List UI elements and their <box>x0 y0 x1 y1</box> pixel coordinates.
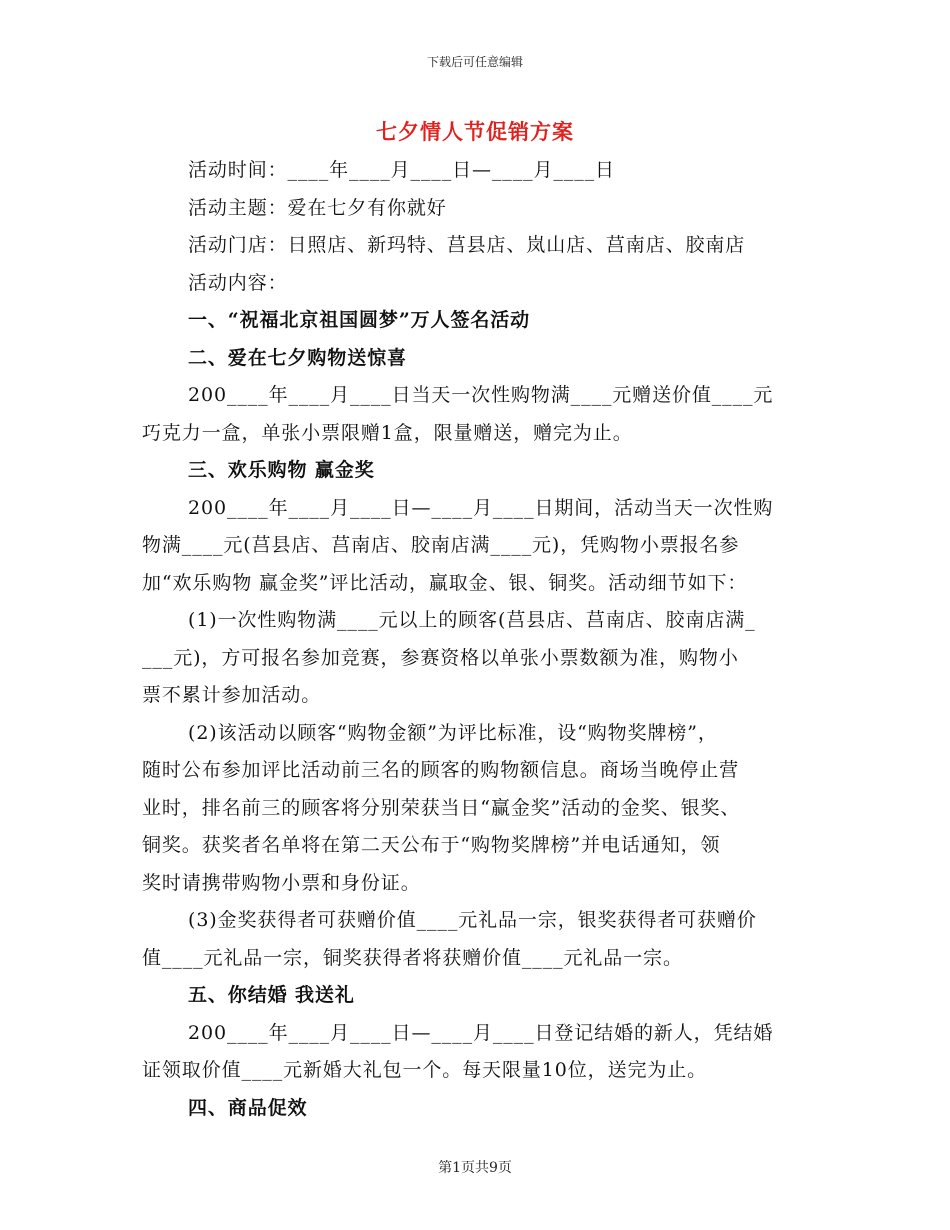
document-body <box>142 152 812 1127</box>
paragraph-line: 票不累计参加活动。 <box>142 684 322 706</box>
paragraph-line: 200____年____月____日当天一次性购物满____元赠送价值____元 <box>188 384 774 406</box>
paragraph-line: 随时公布参加评比活动前三名的顾客的购物额信息。商场当晚停止营 <box>142 759 740 781</box>
paragraph-line: (2)该活动以顾客“购物金额”为评比标准，设“购物奖牌榜”， <box>188 721 718 744</box>
section-heading: 五、你结婚 我送礼 <box>188 984 355 1006</box>
paragraph-line: 200____年____月____日—____月____日期间，活动当天一次性购 <box>188 496 774 519</box>
paragraph-line: 巧克力一盒，单张小票限赠1盒，限量赠送，赠完为止。 <box>142 421 633 444</box>
paragraph-line: (3)金奖获得者可获赠价值____元礼品一宗，银奖获得者可获赠价 <box>188 909 757 931</box>
paragraph-line: 活动主题：爱在七夕有你就好 <box>188 196 447 219</box>
paragraph-line: ___元)，方可报名参加竞赛，参赛资格以单张小票数额为准，购物小 <box>142 646 739 669</box>
page-footer: 第1页共9页 <box>438 1160 512 1176</box>
paragraph-line: 加“欢乐购物 赢金奖”评比活动，赢取金、银、铜奖。活动细节如下： <box>142 571 748 594</box>
section-heading: 二、爱在七夕购物送惊喜 <box>188 346 407 369</box>
paragraph-line: (1)一次性购物满____元以上的顾客(莒县店、莒南店、胶南店满_ <box>188 609 756 631</box>
paragraph-line: 值____元礼品一宗，铜奖获得者将获赠价值____元礼品一宗。 <box>142 946 683 969</box>
paragraph-line: 业时，排名前三的顾客将分别荣获当日“赢金奖”活动的金奖、银奖、 <box>142 796 741 819</box>
section-heading: 三、欢乐购物 赢金奖 <box>188 459 375 481</box>
section-heading: 一、“祝福北京祖国圆梦”万人签名活动 <box>188 309 531 331</box>
paragraph-line: 200____年____月____日—____月____日登记结婚的新人，凭结婚 <box>188 1021 774 1044</box>
paragraph-line: 证领取价值____元新婚大礼包一个。每天限量10位，送完为止。 <box>142 1059 708 1081</box>
paragraph-line: 物满____元(莒县店、莒南店、胶南店满____元)，凭购物小票报名参 <box>142 534 740 556</box>
document-title: 七夕情人节促销方案 <box>376 119 574 144</box>
paragraph-line: 活动内容： <box>188 271 288 294</box>
paragraph-line: 活动时间：____年____月____日—____月____日 <box>188 159 615 181</box>
paragraph-line: 铜奖。获奖者名单将在第二天公布于“购物奖牌榜”并电话通知，领 <box>142 834 721 856</box>
paragraph-line: 活动门店：日照店、新玛特、莒县店、岚山店、莒南店、胶南店 <box>188 234 746 256</box>
section-heading: 四、商品促效 <box>188 1096 308 1119</box>
header-note: 下载后可任意编辑 <box>426 55 523 69</box>
paragraph-line: 奖时请携带购物小票和身份证。 <box>142 871 421 894</box>
